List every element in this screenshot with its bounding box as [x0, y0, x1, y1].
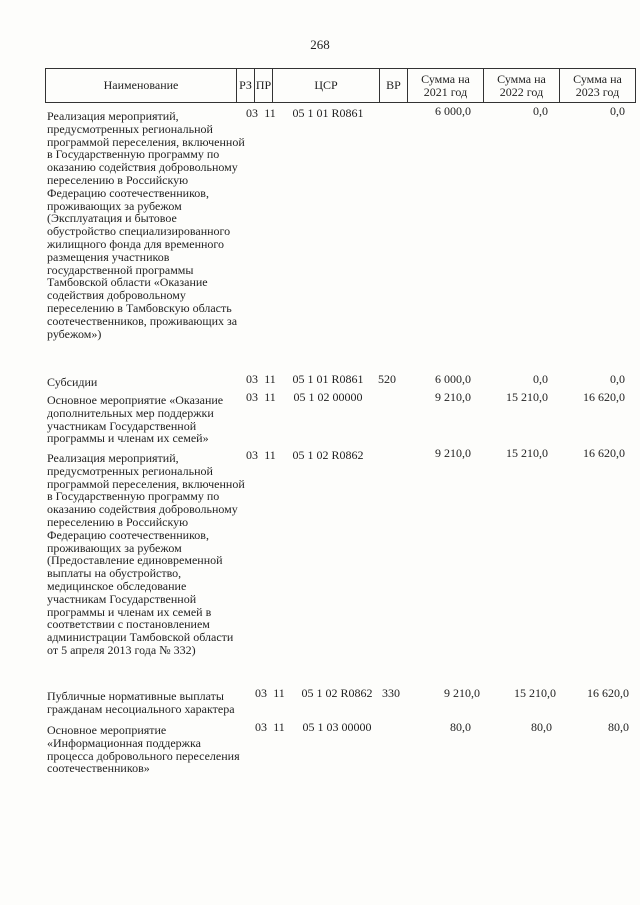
row-sum-2021: 9 210,0 [444, 686, 480, 700]
header-pr: ПР [255, 69, 273, 103]
row-csr: 05 1 02 R0862 [301, 686, 373, 700]
row-pr: 11 [264, 448, 276, 462]
row-rz: 03 [255, 686, 267, 700]
row-sum-2023: 16 620,0 [583, 390, 625, 404]
row-pr: 11 [273, 720, 285, 734]
header-sum-2023: Сумма на 2023 год [560, 69, 636, 103]
row-rz: 03 [246, 448, 258, 462]
row-csr: 05 1 02 00000 [293, 390, 363, 404]
row-csr: 05 1 03 00000 [302, 720, 372, 734]
row-sum-2022: 0,0 [533, 372, 548, 386]
header-csr: ЦСР [273, 69, 380, 103]
header-sum-2022: Сумма на 2022 год [484, 69, 560, 103]
row-sum-2023: 80,0 [608, 720, 629, 734]
row-sum-2021: 9 210,0 [435, 446, 471, 460]
row-vr: 330 [382, 686, 400, 700]
row-pr: 11 [264, 372, 276, 386]
row-name: Публичные нормативные выплаты гражданам несоциального характера [47, 689, 235, 716]
row-sum-2022: 0,0 [533, 104, 548, 118]
row-sum-2021: 80,0 [450, 720, 471, 734]
row-rz: 03 [246, 390, 258, 404]
header-name: Наименование [46, 69, 237, 103]
row-vr: 520 [378, 372, 396, 386]
row-sum-2021: 6 000,0 [435, 372, 471, 386]
row-sum-2022: 15 210,0 [506, 390, 548, 404]
header-vr: ВР [380, 69, 408, 103]
row-sum-2023: 0,0 [610, 372, 625, 386]
row-name: Основное мероприятие «Оказание дополнительных мер поддержки участникам Государственной программы и членам их семей» [47, 393, 224, 446]
header-sum-2021: Сумма на 2021 год [408, 69, 484, 103]
row-sum-2022: 15 210,0 [514, 686, 556, 700]
page-number: 268 [310, 37, 330, 52]
row-csr: 05 1 02 R0862 [292, 448, 364, 462]
table-header [45, 68, 636, 103]
row-sum-2023: 16 620,0 [587, 686, 629, 700]
row-sum-2022: 15 210,0 [506, 446, 548, 460]
row-sum-2021: 9 210,0 [435, 390, 471, 404]
row-csr: 05 1 01 R0861 [292, 106, 364, 120]
row-rz: 03 [255, 720, 267, 734]
row-sum-2022: 80,0 [531, 720, 552, 734]
row-csr: 05 1 01 R0861 [292, 372, 364, 386]
row-name: Основное мероприятие «Информационная поддержка процесса добровольного переселения соотечественников» [47, 723, 240, 776]
row-pr: 11 [264, 390, 276, 404]
row-name: Субсидии [47, 375, 98, 389]
row-sum-2023: 16 620,0 [583, 446, 625, 460]
header-rz: РЗ [237, 69, 255, 103]
row-name: Реализация мероприятий, предусмотренных региональной программой переселения, включенной в Государственную программу по оказанию содействия добровольному переселению в Российскую Федерацию соотечественников, проживающих за рубежом (Эксплуатация и бытовое обустройство специализированного жилищного фонда для временного размещения участников государственной программы Тамбовской области «Оказание содействия добровольному переселению в Тамбовскую область соотечественников, проживающих за рубежом») [47, 109, 245, 341]
row-name: Реализация мероприятий, предусмотренных региональной программой переселения, включенной в Государственную программу по оказанию содействия добровольному переселению в Российскую Федерацию соотечественников, проживающих за рубежом (Предоставление единовременной выплаты на обустройство, медицинское обследование участникам Государственной программы и членам их семей в соответствии с постановлением администрации Тамбовской области от 5 апреля 2013 года № 332) [47, 451, 245, 657]
row-sum-2023: 0,0 [610, 104, 625, 118]
row-rz: 03 [246, 106, 258, 120]
row-rz: 03 [246, 372, 258, 386]
row-sum-2021: 6 000,0 [435, 104, 471, 118]
row-pr: 11 [264, 106, 276, 120]
row-pr: 11 [273, 686, 285, 700]
